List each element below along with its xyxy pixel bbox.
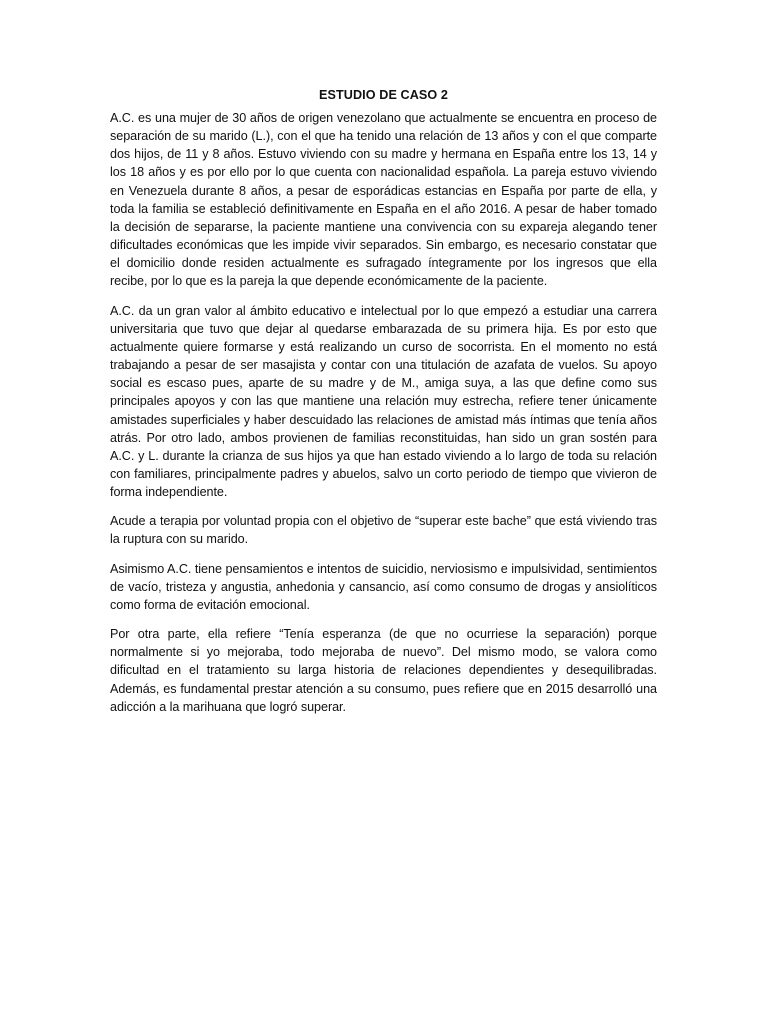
paragraph-1: A.C. es una mujer de 30 años de origen venezolano que actualmente se encuentra en proceso de separación de su marido (L.), con el que ha tenido una relación de 13 años y con el que comparte dos hijos, de 11 y 8 años. Estuvo viviendo con su madre y hermana en España entre los 13, 14 y los 18 años y es por ello por lo que cuenta con nacionalidad española. La pareja estuvo viviendo en Venezuela durante 8 años, a pesar de esporádicas estancias en España por parte de ella, y toda la familia se estableció definitivamente en España en el año 2016. A pesar de haber tomado la decisión de separarse, la paciente mantiene una convivencia con su expareja alegando tener dificultades económicas que les impide vivir separados. Sin embargo, es necesario constatar que el domicilio donde residen actualmente es sufragado íntegramente por los ingresos que ella recibe, por lo que es la pareja la que depende económicamente de la paciente. [110,111,657,289]
document-page [110,86,657,727]
paragraph-2: A.C. da un gran valor al ámbito educativo e intelectual por lo que empezó a estudiar una carrera universitaria que tuvo que dejar al quedarse embarazada de su primera hija. Es por esto que actualmente quiere formarse y está realizando un curso de socorrista. En el momento no está trabajando a pesar de ser masajista y contar con una titulación de azafata de vuelos. Su apoyo social es escaso pues, aparte de su madre y de M., amiga suya, a las que define como sus principales apoyos y con las que mantiene una relación muy estrecha, refiere tener únicamente amistades superficiales y haber descuidado las relaciones de amistad más íntimas que tenía años atrás. Por otro lado, ambos provienen de familias reconstituidas, han sido un gran sostén para A.C. y L. durante la crianza de sus hijos ya que han estado viviendo a lo largo de toda su relación con familiares, principalmente padres y abuelos, salvo un corto periodo de tiempo que vivieron de forma independiente. [110,303,657,500]
paragraph-5: Por otra parte, ella refiere “Tenía esperanza (de que no ocurriese la separación) porque normalmente si yo mejoraba, todo mejoraba de nuevo”. Del mismo modo, se valora como dificultad en el tratamiento su larga historia de relaciones dependientes y desequilibradas. Además, es fundamental prestar atención a su consumo, pues refiere que en 2015 desarrolló una adicción a la marihuana que logró superar. [110,627,657,714]
paragraph-4: Asimismo A.C. tiene pensamientos e intentos de suicidio, nerviosismo e impulsividad, sentimientos de vacío, tristeza y angustia, anhedonia y cansancio, así como consumo de drogas y ansiolíticos como forma de evitación emocional. [110,561,657,612]
document-title: ESTUDIO DE CASO 2 [318,88,449,102]
paragraph-3: Acude a terapia por voluntad propia con el objetivo de “superar este bache” que está viviendo tras la ruptura con su marido. [110,514,657,547]
